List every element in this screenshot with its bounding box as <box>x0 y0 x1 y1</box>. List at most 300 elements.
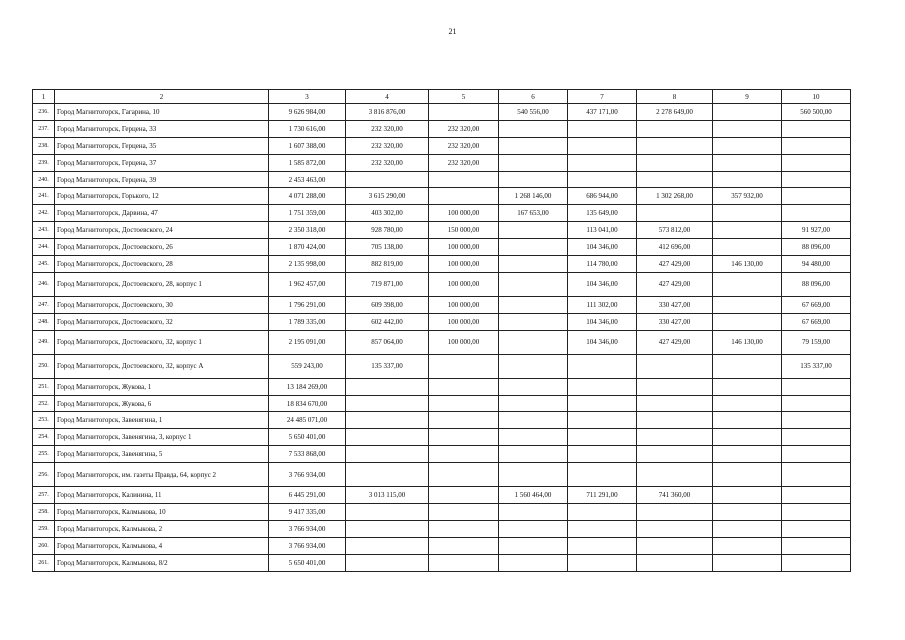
col-7-cell: 104 346,00 <box>568 239 637 256</box>
address-cell: Город Магнитогорск, Калмыкова, 10 <box>55 504 269 521</box>
col-4-cell <box>346 463 429 487</box>
col-9-cell <box>713 554 782 571</box>
col-5-cell <box>429 537 499 554</box>
row-number: 261. <box>33 554 55 571</box>
address-cell: Город Магнитогорск, Калмыкова, 2 <box>55 520 269 537</box>
col-10-cell <box>782 188 851 205</box>
col-8-cell <box>637 378 713 395</box>
col-3-cell: 2 453 463,00 <box>269 171 346 188</box>
col-8-cell <box>637 537 713 554</box>
col-4-cell: 232 320,00 <box>346 120 429 137</box>
address-cell: Город Магнитогорск, Жукова, 1 <box>55 378 269 395</box>
col-6-cell <box>499 554 568 571</box>
table-row <box>33 520 851 537</box>
col-8-cell: 427 429,00 <box>637 256 713 273</box>
col-10-cell <box>782 120 851 137</box>
table-row <box>33 154 851 171</box>
table-header <box>33 90 851 104</box>
col-5-cell: 100 000,00 <box>429 205 499 222</box>
col-5-cell: 232 320,00 <box>429 137 499 154</box>
col-5-cell: 100 000,00 <box>429 313 499 330</box>
col-7-cell <box>568 137 637 154</box>
col-5-cell <box>429 188 499 205</box>
address-cell: Город Магнитогорск, Достоевского, 32 <box>55 313 269 330</box>
col-7-cell: 114 780,00 <box>568 256 637 273</box>
col-5-cell <box>429 171 499 188</box>
col-4-cell <box>346 412 429 429</box>
col-6-cell <box>499 296 568 313</box>
row-number: 238. <box>33 137 55 154</box>
row-number: 252. <box>33 395 55 412</box>
address-cell: Город Магнитогорск, Дарвина, 47 <box>55 205 269 222</box>
col-4-cell: 3 013 115,00 <box>346 487 429 504</box>
col-9-cell <box>713 120 782 137</box>
col-6-cell <box>499 222 568 239</box>
address-cell: Город Магнитогорск, Герцена, 35 <box>55 137 269 154</box>
col-7-cell <box>568 504 637 521</box>
col-5-cell: 100 000,00 <box>429 239 499 256</box>
col-6-cell <box>499 137 568 154</box>
col-6-cell <box>499 429 568 446</box>
col-9-cell <box>713 272 782 296</box>
row-number: 254. <box>33 429 55 446</box>
header-col-9: 9 <box>713 90 782 104</box>
row-number: 240. <box>33 171 55 188</box>
address-cell: Город Магнитогорск, Калинина, 11 <box>55 487 269 504</box>
header-col-2: 2 <box>55 90 269 104</box>
col-10-cell <box>782 554 851 571</box>
col-8-cell: 427 429,00 <box>637 330 713 354</box>
col-4-cell: 609 398,00 <box>346 296 429 313</box>
col-5-cell <box>429 520 499 537</box>
table-row <box>33 188 851 205</box>
col-10-cell <box>782 429 851 446</box>
col-7-cell: 111 302,00 <box>568 296 637 313</box>
row-number: 241. <box>33 188 55 205</box>
col-10-cell: 560 500,00 <box>782 104 851 121</box>
address-cell: Город Магнитогорск, Достоевского, 32, корпус 1 <box>55 330 269 354</box>
col-8-cell <box>637 429 713 446</box>
address-cell: Город Магнитогорск, Калмыкова, 8/2 <box>55 554 269 571</box>
col-5-cell <box>429 104 499 121</box>
col-7-cell <box>568 395 637 412</box>
col-3-cell: 2 135 998,00 <box>269 256 346 273</box>
col-3-cell: 13 184 269,00 <box>269 378 346 395</box>
table-row <box>33 554 851 571</box>
col-3-cell: 4 071 288,00 <box>269 188 346 205</box>
row-number: 251. <box>33 378 55 395</box>
col-8-cell <box>637 205 713 222</box>
col-5-cell <box>429 354 499 378</box>
col-9-cell <box>713 537 782 554</box>
col-6-cell: 167 653,00 <box>499 205 568 222</box>
col-6-cell <box>499 239 568 256</box>
col-4-cell: 3 816 876,00 <box>346 104 429 121</box>
header-row <box>33 90 851 104</box>
col-6-cell <box>499 520 568 537</box>
col-3-cell: 2 350 318,00 <box>269 222 346 239</box>
col-10-cell <box>782 378 851 395</box>
header-col-8: 8 <box>637 90 713 104</box>
address-cell: Город Магнитогорск, Достоевского, 32, корпус А <box>55 354 269 378</box>
col-7-cell: 437 171,00 <box>568 104 637 121</box>
col-7-cell <box>568 378 637 395</box>
col-6-cell <box>499 256 568 273</box>
col-5-cell <box>429 395 499 412</box>
col-3-cell: 24 485 071,00 <box>269 412 346 429</box>
col-6-cell <box>499 120 568 137</box>
col-4-cell: 705 138,00 <box>346 239 429 256</box>
col-5-cell: 232 320,00 <box>429 154 499 171</box>
col-3-cell: 3 766 934,00 <box>269 537 346 554</box>
row-number: 243. <box>33 222 55 239</box>
col-4-cell <box>346 429 429 446</box>
col-3-cell: 559 243,00 <box>269 354 346 378</box>
col-7-cell <box>568 120 637 137</box>
col-7-cell <box>568 429 637 446</box>
table-row <box>33 296 851 313</box>
col-7-cell <box>568 446 637 463</box>
col-3-cell: 1 585 872,00 <box>269 154 346 171</box>
table-row <box>33 504 851 521</box>
col-7-cell: 686 944,00 <box>568 188 637 205</box>
col-10-cell: 135 337,00 <box>782 354 851 378</box>
col-7-cell <box>568 154 637 171</box>
header-col-5: 5 <box>429 90 499 104</box>
col-9-cell: 146 130,00 <box>713 256 782 273</box>
col-4-cell: 882 819,00 <box>346 256 429 273</box>
col-6-cell <box>499 272 568 296</box>
table-row <box>33 313 851 330</box>
col-5-cell <box>429 446 499 463</box>
row-number: 236. <box>33 104 55 121</box>
row-number: 244. <box>33 239 55 256</box>
col-10-cell <box>782 504 851 521</box>
header-col-3: 3 <box>269 90 346 104</box>
col-6-cell <box>499 446 568 463</box>
col-6-cell: 1 268 146,00 <box>499 188 568 205</box>
col-9-cell <box>713 171 782 188</box>
col-3-cell: 1 789 335,00 <box>269 313 346 330</box>
col-4-cell <box>346 378 429 395</box>
header-col-1: 1 <box>33 90 55 104</box>
col-4-cell: 232 320,00 <box>346 154 429 171</box>
table-body <box>33 104 851 572</box>
col-4-cell <box>346 395 429 412</box>
header-col-4: 4 <box>346 90 429 104</box>
col-3-cell: 1 607 388,00 <box>269 137 346 154</box>
data-table <box>32 89 851 572</box>
col-10-cell: 91 927,00 <box>782 222 851 239</box>
address-cell: Город Магнитогорск, Завенягина, 5 <box>55 446 269 463</box>
table-row <box>33 171 851 188</box>
address-cell: Город Магнитогорск, Достоевского, 28 <box>55 256 269 273</box>
col-7-cell: 104 346,00 <box>568 272 637 296</box>
col-3-cell: 3 766 934,00 <box>269 463 346 487</box>
col-9-cell <box>713 463 782 487</box>
col-6-cell <box>499 412 568 429</box>
col-3-cell: 3 766 934,00 <box>269 520 346 537</box>
col-4-cell: 857 064,00 <box>346 330 429 354</box>
col-9-cell <box>713 205 782 222</box>
col-10-cell <box>782 137 851 154</box>
col-7-cell: 711 291,00 <box>568 487 637 504</box>
col-4-cell <box>346 520 429 537</box>
col-6-cell <box>499 395 568 412</box>
col-3-cell: 1 751 359,00 <box>269 205 346 222</box>
col-8-cell <box>637 137 713 154</box>
col-8-cell: 412 696,00 <box>637 239 713 256</box>
col-9-cell <box>713 239 782 256</box>
col-9-cell <box>713 504 782 521</box>
col-6-cell <box>499 313 568 330</box>
col-5-cell: 100 000,00 <box>429 296 499 313</box>
row-number: 250. <box>33 354 55 378</box>
row-number: 245. <box>33 256 55 273</box>
col-3-cell: 5 650 401,00 <box>269 554 346 571</box>
col-7-cell: 104 346,00 <box>568 330 637 354</box>
col-8-cell <box>637 154 713 171</box>
col-10-cell <box>782 205 851 222</box>
table-row <box>33 137 851 154</box>
row-number: 247. <box>33 296 55 313</box>
col-3-cell: 5 650 401,00 <box>269 429 346 446</box>
col-4-cell: 719 871,00 <box>346 272 429 296</box>
col-9-cell <box>713 296 782 313</box>
table-row <box>33 412 851 429</box>
col-4-cell <box>346 554 429 571</box>
col-7-cell <box>568 354 637 378</box>
row-number: 248. <box>33 313 55 330</box>
col-7-cell <box>568 554 637 571</box>
col-4-cell: 602 442,00 <box>346 313 429 330</box>
address-cell: Город Магнитогорск, Герцена, 37 <box>55 154 269 171</box>
col-10-cell: 88 096,00 <box>782 272 851 296</box>
col-6-cell <box>499 463 568 487</box>
address-cell: Город Магнитогорск, Герцена, 33 <box>55 120 269 137</box>
col-5-cell <box>429 463 499 487</box>
col-8-cell: 2 278 649,00 <box>637 104 713 121</box>
col-6-cell <box>499 504 568 521</box>
col-8-cell: 1 302 268,00 <box>637 188 713 205</box>
table-row <box>33 120 851 137</box>
col-8-cell: 330 427,00 <box>637 296 713 313</box>
col-8-cell: 330 427,00 <box>637 313 713 330</box>
table-row <box>33 395 851 412</box>
col-8-cell: 427 429,00 <box>637 272 713 296</box>
col-7-cell: 104 346,00 <box>568 313 637 330</box>
table-row <box>33 104 851 121</box>
col-5-cell <box>429 429 499 446</box>
col-8-cell <box>637 120 713 137</box>
header-col-10: 10 <box>782 90 851 104</box>
table-row <box>33 354 851 378</box>
col-5-cell <box>429 412 499 429</box>
col-10-cell <box>782 395 851 412</box>
address-cell: Город Магнитогорск, Завенягина, 3, корпус 1 <box>55 429 269 446</box>
col-3-cell: 7 533 868,00 <box>269 446 346 463</box>
table-row <box>33 205 851 222</box>
col-9-cell <box>713 487 782 504</box>
col-10-cell: 94 480,00 <box>782 256 851 273</box>
col-3-cell: 1 870 424,00 <box>269 239 346 256</box>
col-7-cell <box>568 537 637 554</box>
col-10-cell <box>782 463 851 487</box>
row-number: 257. <box>33 487 55 504</box>
col-9-cell <box>713 412 782 429</box>
address-cell: Город Магнитогорск, Достоевского, 28, корпус 1 <box>55 272 269 296</box>
col-8-cell <box>637 412 713 429</box>
col-5-cell <box>429 504 499 521</box>
col-10-cell <box>782 412 851 429</box>
col-9-cell: 357 932,00 <box>713 188 782 205</box>
col-8-cell: 741 360,00 <box>637 487 713 504</box>
col-3-cell: 1 730 616,00 <box>269 120 346 137</box>
col-10-cell: 79 159,00 <box>782 330 851 354</box>
col-5-cell: 150 000,00 <box>429 222 499 239</box>
row-number: 253. <box>33 412 55 429</box>
col-9-cell <box>713 137 782 154</box>
col-8-cell <box>637 395 713 412</box>
col-3-cell: 2 195 091,00 <box>269 330 346 354</box>
row-number: 242. <box>33 205 55 222</box>
col-5-cell <box>429 554 499 571</box>
col-6-cell <box>499 378 568 395</box>
col-9-cell <box>713 104 782 121</box>
row-number: 258. <box>33 504 55 521</box>
table-row <box>33 446 851 463</box>
col-7-cell: 113 041,00 <box>568 222 637 239</box>
col-4-cell <box>346 537 429 554</box>
table-row <box>33 429 851 446</box>
col-7-cell <box>568 171 637 188</box>
col-9-cell <box>713 222 782 239</box>
col-4-cell: 3 615 290,00 <box>346 188 429 205</box>
col-4-cell <box>346 171 429 188</box>
row-number: 260. <box>33 537 55 554</box>
col-3-cell: 9 417 335,00 <box>269 504 346 521</box>
address-cell: Город Магнитогорск, им. газеты Правда, 64, корпус 2 <box>55 463 269 487</box>
col-5-cell <box>429 378 499 395</box>
col-8-cell <box>637 446 713 463</box>
col-10-cell: 67 669,00 <box>782 313 851 330</box>
col-5-cell: 232 320,00 <box>429 120 499 137</box>
col-7-cell: 135 649,00 <box>568 205 637 222</box>
col-6-cell <box>499 354 568 378</box>
col-6-cell <box>499 330 568 354</box>
row-number: 259. <box>33 520 55 537</box>
row-number: 239. <box>33 154 55 171</box>
table-row <box>33 222 851 239</box>
header-col-6: 6 <box>499 90 568 104</box>
col-10-cell <box>782 537 851 554</box>
col-7-cell <box>568 463 637 487</box>
col-10-cell: 88 096,00 <box>782 239 851 256</box>
address-cell: Город Магнитогорск, Жукова, 6 <box>55 395 269 412</box>
col-9-cell <box>713 446 782 463</box>
header-col-7: 7 <box>568 90 637 104</box>
col-10-cell <box>782 487 851 504</box>
table-row <box>33 487 851 504</box>
col-7-cell <box>568 412 637 429</box>
col-10-cell <box>782 171 851 188</box>
col-9-cell <box>713 313 782 330</box>
col-9-cell <box>713 395 782 412</box>
row-number: 246. <box>33 272 55 296</box>
col-3-cell: 1 796 291,00 <box>269 296 346 313</box>
col-3-cell: 1 962 457,00 <box>269 272 346 296</box>
col-8-cell <box>637 554 713 571</box>
col-9-cell: 146 130,00 <box>713 330 782 354</box>
col-4-cell: 928 780,00 <box>346 222 429 239</box>
col-10-cell <box>782 446 851 463</box>
table-row <box>33 537 851 554</box>
col-7-cell <box>568 520 637 537</box>
col-3-cell: 18 834 670,00 <box>269 395 346 412</box>
col-5-cell <box>429 487 499 504</box>
address-cell: Город Магнитогорск, Завенягина, 1 <box>55 412 269 429</box>
address-cell: Город Магнитогорск, Достоевского, 24 <box>55 222 269 239</box>
col-5-cell: 100 000,00 <box>429 330 499 354</box>
page-number: 21 <box>448 27 457 36</box>
col-4-cell <box>346 446 429 463</box>
table-row <box>33 272 851 296</box>
table-row <box>33 256 851 273</box>
col-6-cell: 540 556,00 <box>499 104 568 121</box>
address-cell: Город Магнитогорск, Калмыкова, 4 <box>55 537 269 554</box>
col-8-cell <box>637 463 713 487</box>
address-cell: Город Магнитогорск, Достоевского, 26 <box>55 239 269 256</box>
address-cell: Город Магнитогорск, Гагарина, 10 <box>55 104 269 121</box>
row-number: 256. <box>33 463 55 487</box>
col-4-cell: 403 302,00 <box>346 205 429 222</box>
address-cell: Город Магнитогорск, Достоевского, 30 <box>55 296 269 313</box>
table-row <box>33 378 851 395</box>
row-number: 249. <box>33 330 55 354</box>
address-cell: Город Магнитогорск, Горького, 12 <box>55 188 269 205</box>
col-6-cell <box>499 154 568 171</box>
col-10-cell <box>782 520 851 537</box>
col-10-cell: 67 669,00 <box>782 296 851 313</box>
col-4-cell <box>346 504 429 521</box>
col-6-cell <box>499 537 568 554</box>
row-number: 255. <box>33 446 55 463</box>
col-5-cell: 100 000,00 <box>429 272 499 296</box>
col-9-cell <box>713 429 782 446</box>
col-3-cell: 9 626 984,00 <box>269 104 346 121</box>
col-8-cell: 573 812,00 <box>637 222 713 239</box>
col-9-cell <box>713 520 782 537</box>
col-6-cell: 1 560 464,00 <box>499 487 568 504</box>
col-9-cell <box>713 354 782 378</box>
col-6-cell <box>499 171 568 188</box>
col-3-cell: 6 445 291,00 <box>269 487 346 504</box>
col-8-cell <box>637 171 713 188</box>
col-8-cell <box>637 354 713 378</box>
address-cell: Город Магнитогорск, Герцена, 39 <box>55 171 269 188</box>
table-row <box>33 330 851 354</box>
col-4-cell: 232 320,00 <box>346 137 429 154</box>
col-10-cell <box>782 154 851 171</box>
col-5-cell: 100 000,00 <box>429 256 499 273</box>
col-9-cell <box>713 154 782 171</box>
table-row <box>33 239 851 256</box>
col-9-cell <box>713 378 782 395</box>
col-8-cell <box>637 504 713 521</box>
row-number: 237. <box>33 120 55 137</box>
col-8-cell <box>637 520 713 537</box>
table-row <box>33 463 851 487</box>
